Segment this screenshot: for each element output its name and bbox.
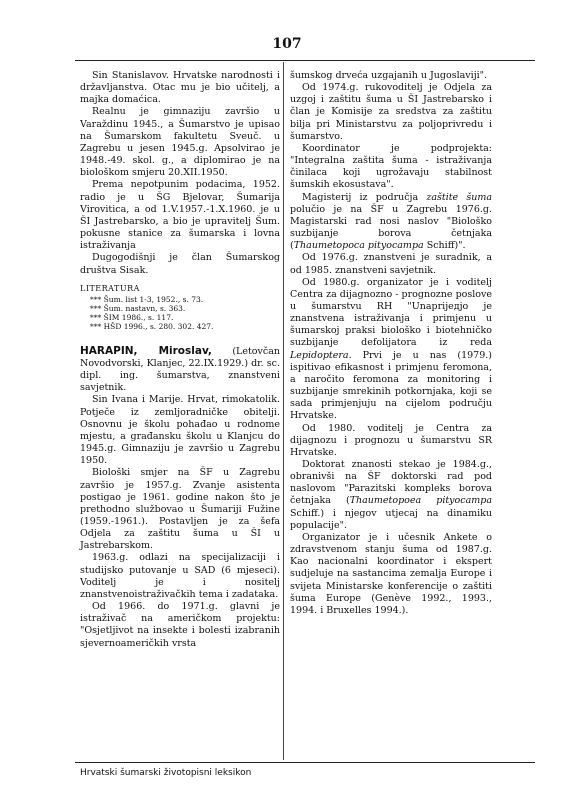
page-number: 107 bbox=[272, 36, 302, 52]
paragraph: Sin Ivana i Marije. Hrvat, rimokatolik. Potječe iz zemljoradničke obitelji. Osnovnu je školu pohađao u rodnome mjestu, a građansku školu u Klanjcu do 1945.g. Gimnaziju je završio u Zagrebu 1950. bbox=[80, 394, 280, 467]
text-run: Schiff.) i njegov utjecaj na dinamiku populacije". bbox=[290, 507, 492, 531]
italic-run: zaštite šuma bbox=[426, 191, 492, 203]
paragraph: Od 1974.g. rukovoditelj je Odjela za uzgoj i zaštitu šuma u ŠI Jastrebarsko i član je Komisije za sredstva za zaštitu bilja pri Ministarstvu za poljoprivredu i šumarstvo. bbox=[290, 82, 492, 142]
literature-item: *** HŠD 1996., s. 280. 302. 427. bbox=[90, 321, 214, 331]
text-run: Doktorat znanosti stekao je 1984.g., obranivši na ŠF doktorski rad pod naslovom "Parazitski kompleks borova četnjaka ( bbox=[290, 459, 492, 507]
paragraph: Od 1976.g. znanstveni je suradnik, a od 1985. znanstveni savjetnik. bbox=[290, 252, 492, 276]
literature-item: *** ŠIM 1986., s. 117. bbox=[90, 312, 174, 322]
species-name: Thaumetopoea pityocampa bbox=[349, 495, 492, 507]
paragraph: Dugogodišnji je član Šumarskog društva Sisak. bbox=[80, 252, 280, 276]
right-column bbox=[290, 70, 492, 617]
literature-heading: LITERATURA bbox=[80, 283, 140, 293]
paragraph bbox=[290, 459, 492, 532]
left-column bbox=[80, 70, 280, 650]
paragraph: Koordinator je podprojekta: "Integralna zaštita šuma - istraživanja činilaca koji ugrožavaju stabilnost šumskih ekosustava". bbox=[290, 142, 492, 191]
paragraph bbox=[290, 192, 492, 253]
column-divider bbox=[283, 62, 284, 760]
entry-details: (Letovčan Novodvorski, Klanjec, 22.IX.1929.) dr. sc. dipl. ing. šumarstva, znanstveni savjetnik. bbox=[80, 345, 280, 394]
species-name: Thaumetopoca pityocampa bbox=[293, 240, 424, 252]
text-run: Od 1980.g. organizator je i voditelj Centra za dijagnozno - prognozne poslove u šumarstvu RH "Unapriједјо je znanstvena istraživanja i primjenu u šumarskoj praksi biološko i biotehničko suzbijanje defolijatora iz reda bbox=[290, 276, 492, 349]
literature-item: *** Šum. list 1-3, 1952., s. 73. bbox=[90, 294, 204, 304]
footer-rule bbox=[75, 762, 535, 763]
paragraph: Realnu je gimnaziju završio u Varaždinu 1945., a Šumarstvo je upisao na Šumarskom fakultetu Sveuč. u Zagrebu u jesen 1945.g. Apsolvirao je 1948.-49. skol. g., a diplomirao je na biološkom smjeru 20.XII.1950. bbox=[80, 106, 280, 179]
paragraph bbox=[290, 277, 492, 423]
text-run: Magisterij iz područja bbox=[302, 191, 427, 203]
literature-item: *** Šum. nastavn, s. 363. bbox=[90, 303, 186, 313]
paragraph: Od 1980. voditelj je Centra za dijagnozu i prognozu u šumarstvu SR Hrvatske. bbox=[290, 422, 492, 458]
footer-text: Hrvatski šumarski životopisni leksikon bbox=[80, 768, 252, 778]
text-run: . Prvi je u nas (1979.) ispitivao efikasnost i primjenu feromona, a naročito feromona za monitoring i suzbijanje smrekinih potkornjaka, koji se sada primjenjuju na cijelom području Hrvatske. bbox=[290, 349, 492, 422]
paragraph: Od 1966. do 1971.g. glavni je istraživač na američkom projektu: "Osjetljivot na insekte i bolesti izabranih sjevernoameričkih vrsta bbox=[80, 601, 280, 649]
paragraph: Prema nepotpunim podacima, 1952. radio je u ŠG Bjelovar, Šumarija Virovitica, a od 1.V.1957.-1.X.1960. je u ŠI Jastrebarsko, a bio je upravitelj Šum. pokusne stanice za šumarska i lovna istraživanja bbox=[80, 179, 280, 252]
entry-heading bbox=[80, 345, 280, 395]
header-rule bbox=[75, 60, 535, 61]
text-run: polučio je na ŠF u Zagrebu 1976.g. Magistarski rad nosi naslov "Biološko suzbijanje borova četnjaka ( bbox=[290, 203, 492, 252]
paragraph: Sin Stanislavov. Hrvatske narodnosti i državljanstva. Otac mu je bio učitelj, a majka domaćica. bbox=[80, 70, 280, 106]
paragraph: šumskog drveća uzgajanih u Jugoslaviji". bbox=[290, 70, 488, 81]
paragraph: Biološki smjer na ŠF u Zagrebu završio je 1957.g. Zvanje asistenta postigao je 1961. godine nakon što je prethodno službovao u Šumariji Fužine (1959.-1961.). Postavljen je za šefa Odjela za zaštitu šuma u ŠI u Jastrebarskom. bbox=[80, 467, 280, 552]
entry-name: HARAPIN, Miroslav, bbox=[80, 344, 212, 357]
text-run: Schiff)". bbox=[423, 240, 466, 252]
italic-run: Lepidoptera bbox=[290, 349, 349, 361]
paragraph: Organizator je i učesnik Ankete o zdravstvenom stanju šuma od 1987.g. Kao nacionalni koordinator i ekspert sudjeluje na sastancima zemalja Europe i svijeta Ministarske konferencije o zaštiti šuma Europe (Genève 1992., 1993., 1994. i Bruxelles 1994.). bbox=[290, 531, 492, 616]
paragraph: 1963.g. odlazi na specijalizaciji i studijsko putovanje u SAD (6 mjeseci). Voditelj je i nositelj znanstvenoistraživačkih tema i zadataka. bbox=[80, 552, 280, 600]
